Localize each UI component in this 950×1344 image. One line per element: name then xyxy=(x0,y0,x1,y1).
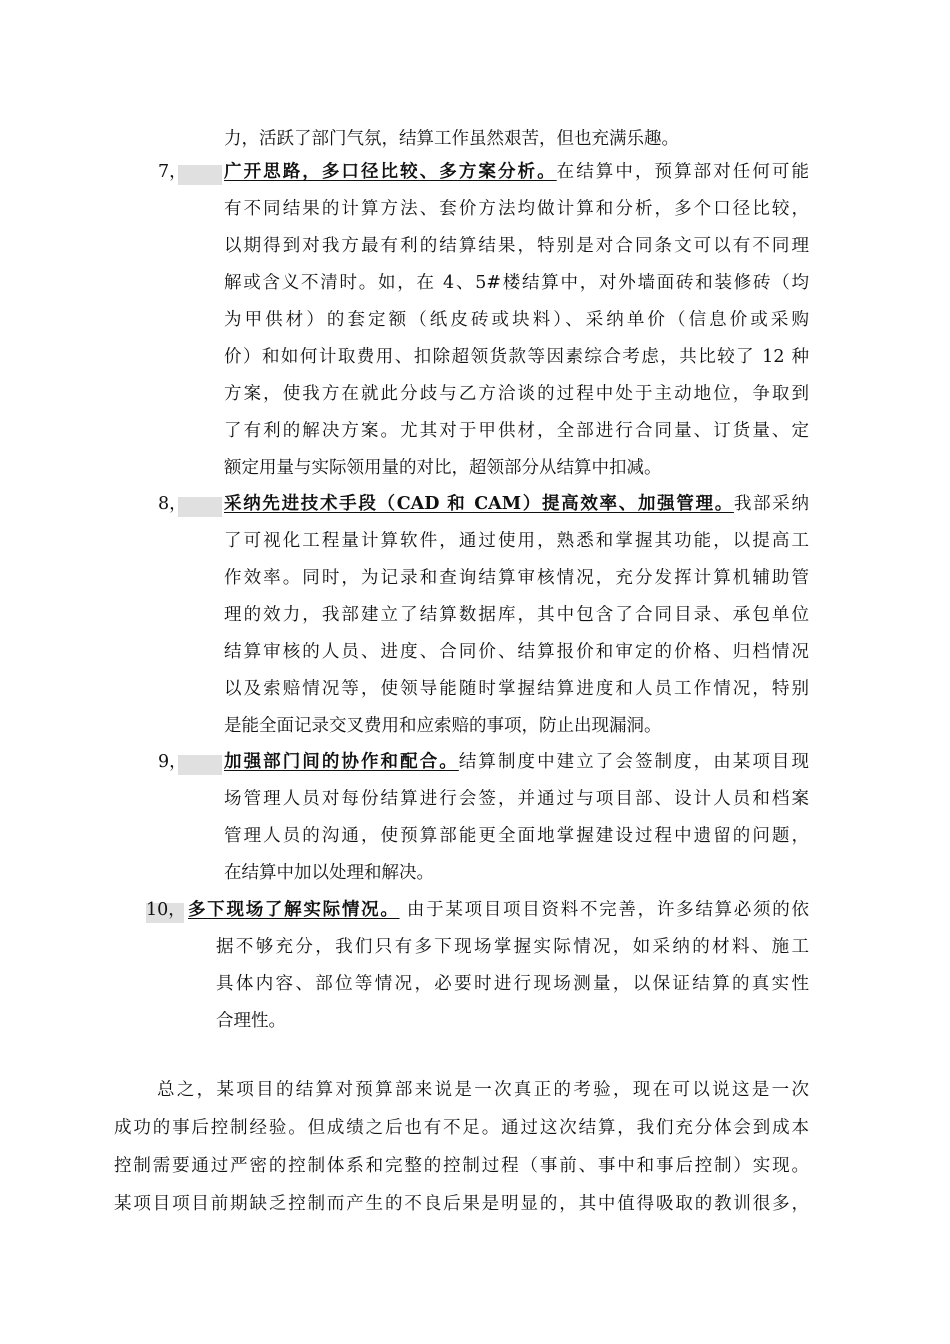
paragraph-line: 在结算中加以处理和解决。 xyxy=(224,863,434,883)
item-9-heading: 加强部门间的协作和配合。 xyxy=(224,752,459,772)
item-8-text: 我部采纳 xyxy=(733,494,810,514)
paragraph-line: 具体内容、部位等情况，必要时进行现场测量，以保证结算的真实性 xyxy=(216,974,809,994)
conclusion-line: 总之，某项目的结算对预算部来说是一次真正的考验，现在可以说这是一次 xyxy=(157,1080,809,1100)
item-7-text: 在结算中，预算部对任何可能 xyxy=(556,162,809,182)
item-10-heading: 多下现场了解实际情况。 xyxy=(188,900,400,920)
item-10-text: 由于某项目项目资料不完善，许多结算必须的依 xyxy=(399,900,810,920)
conclusion-line: 某项目项目前期缺乏控制而产生的不良后果是明显的，其中值得吸取的教训很多， xyxy=(114,1194,809,1214)
paragraph-line: 价）和如何计取费用、扣除超领货款等因素综合考虑，共比较了 12 种 xyxy=(224,347,809,367)
paragraph-line: 场管理人员对每份结算进行会签，并通过与项目部、设计人员和档案 xyxy=(224,789,809,809)
paragraph-line: 力，活跃了部门气氛，结算工作虽然艰苦，但也充满乐趣。 xyxy=(224,129,679,149)
paragraph-line: 管理人员的沟通，使预算部能更全面地掌握建设过程中遗留的问题， xyxy=(224,826,809,846)
item-number-7: 7， xyxy=(158,162,187,182)
paragraph-line: 以期得到对我方最有利的结算结果，特别是对合同条文可以有不同理 xyxy=(224,236,809,256)
item-7-first-line xyxy=(224,164,809,186)
item-8-first-line xyxy=(224,496,809,518)
item-7-heading: 广开思路，多口径比较、多方案分析。 xyxy=(224,162,557,182)
paragraph-line: 为甲供材）的套定额（纸皮砖或块料）、采纳单价（信息价或采购 xyxy=(224,310,809,330)
conclusion-line: 控制需要通过严密的控制体系和完整的控制过程（事前、事中和事后控制）实现。 xyxy=(114,1156,809,1176)
item-number-10: 10， xyxy=(146,900,186,920)
paragraph-line: 解或含义不清时。如，在 4、5#楼结算中，对外墙面砖和装修砖（均 xyxy=(224,273,809,293)
item-9-text: 结算制度中建立了会签制度，由某项目现 xyxy=(458,752,809,772)
paragraph-line: 据不够充分，我们只有多下现场掌握实际情况，如采纳的材料、施工 xyxy=(216,937,809,957)
item-10-first-line xyxy=(188,902,809,924)
paragraph-line: 了有利的解决方案。尤其对于甲供材，全部进行合同量、订货量、定 xyxy=(224,421,809,441)
paragraph-line: 结算审核的人员、进度、合同价、结算报价和审定的价格、归档情况 xyxy=(224,642,809,662)
item-number-8: 8， xyxy=(158,494,187,514)
conclusion-line: 成功的事后控制经验。但成绩之后也有不足。通过这次结算，我们充分体会到成本 xyxy=(114,1118,809,1138)
item-9-first-line xyxy=(224,754,809,776)
paragraph-line: 是能全面记录交叉费用和应索赔的事项，防止出现漏洞。 xyxy=(224,716,662,736)
paragraph-line: 合理性。 xyxy=(216,1011,286,1031)
paragraph-line: 以及索赔情况等，使领导能随时掌握结算进度和人员工作情况，特别 xyxy=(224,679,809,699)
item-8-heading: 采纳先进技术手段（CAD 和 CAM）提高效率、加强管理。 xyxy=(224,494,734,514)
paragraph-line: 作效率。同时，为记录和查询结算审核情况，充分发挥计算机辅助管 xyxy=(224,568,809,588)
paragraph-line: 方案，使我方在就此分歧与乙方洽谈的过程中处于主动地位，争取到 xyxy=(224,384,809,404)
item-number-9: 9， xyxy=(158,752,187,772)
paragraph-line: 了可视化工程量计算软件，通过使用，熟悉和掌握其功能，以提高工 xyxy=(224,531,809,551)
paragraph-line: 有不同结果的计算方法、套价方法均做计算和分析，多个口径比较， xyxy=(224,199,809,219)
paragraph-line: 额定用量与实际领用量的对比，超领部分从结算中扣减。 xyxy=(224,458,662,478)
paragraph-line: 理的效力，我部建立了结算数据库，其中包含了合同目录、承包单位 xyxy=(224,605,809,625)
